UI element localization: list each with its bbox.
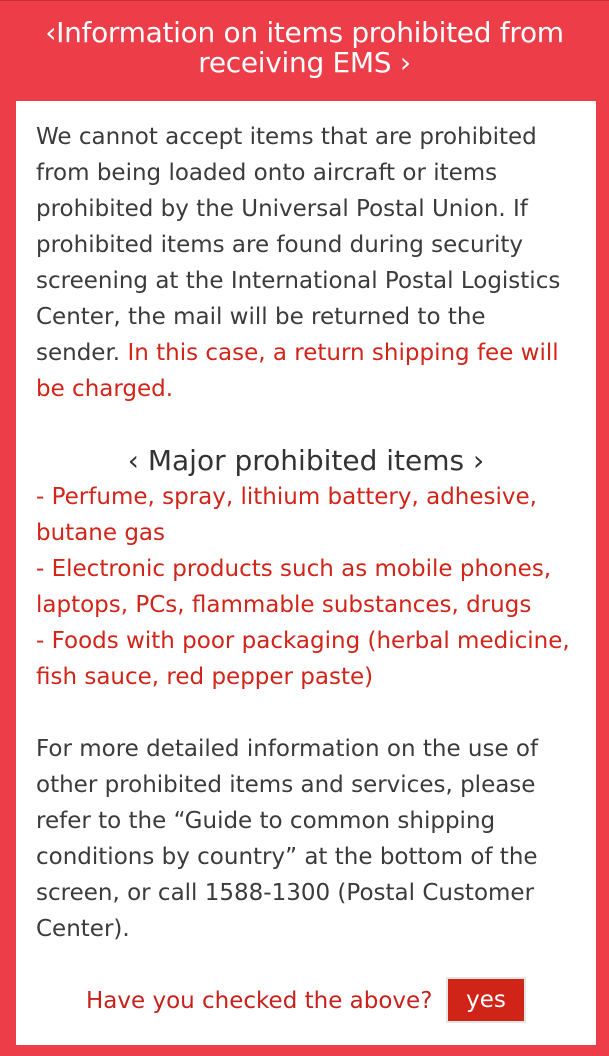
modal-title-line-2: receiving EMS › [198,46,411,79]
details-paragraph: For more detailed information on the use of other prohibited items and services, please refer to the “Guide to common shipping conditions by country” at the bottom of the screen, or call 1588-1300 (Postal Customer Center). [36,736,539,942]
list-item: - Electronic products such as mobile phones, laptops, PCs, flammable substances, drugs [36,556,552,618]
prohibited-items-list [36,479,576,695]
confirm-question: Have you checked the above? [86,988,433,1014]
intro-text: We cannot accept items that are prohibited from being loaded onto aircraft or items prohibited by the Universal Postal Union. If prohibited items are found during security screening at the International Postal Logistics Center, the mail will be returned to the sender. [36,124,561,366]
modal-title-line-1: ‹Information on items prohibited from [45,16,564,49]
intro-paragraph [36,119,576,407]
confirm-row [16,977,596,1025]
list-item: - Foods with poor packaging (herbal medicine, fish sauce, red pepper paste) [36,628,570,690]
fee-notice: In this case, a return shipping fee will be charged. [36,340,559,402]
prohibited-items-heading: ‹ Major prohibited items › [127,444,485,477]
modal-title [0,18,609,78]
list-item: - Perfume, spray, lithium battery, adhesive, butane gas [36,484,537,546]
modal-body [16,101,596,1045]
yes-button[interactable]: yes [446,977,526,1023]
